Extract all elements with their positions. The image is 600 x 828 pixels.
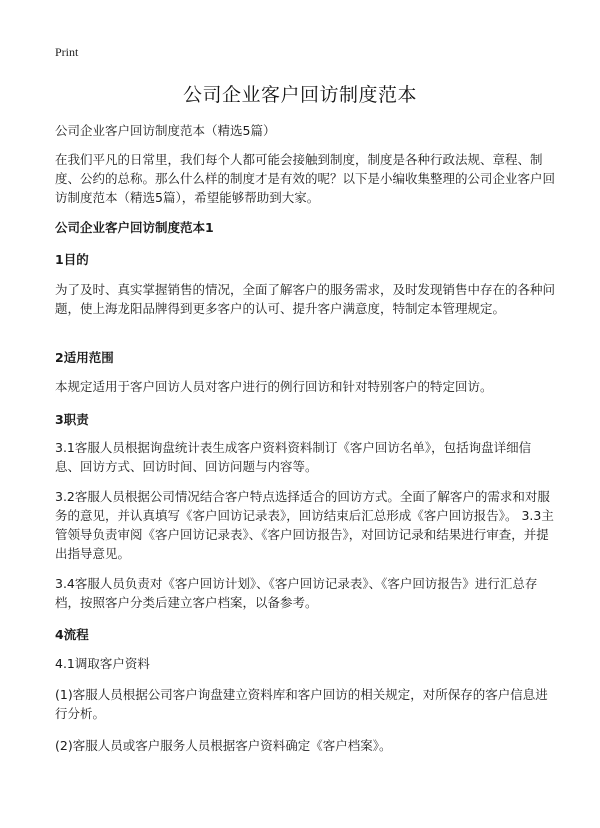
paragraph-process-3: (2)客服人员或客户服务人员根据客户资料确定《客户档案》。 [55, 738, 392, 753]
print-label: Print [55, 45, 79, 59]
paragraph-duty-2: 3.2客服人员根据公司情况结合客户特点选择适合的回访方式。全面了解客户的需求和对服务的意见，并认真填写《客户回访记录表》，回访结束后汇总形成《客户回访报告》。 3.3主管领导负责审阅《客户回访记录表》、《客户回访报告》，对回访记录和结果进行审查，并提出指导意见。 [55, 489, 554, 561]
heading-purpose: 1目的 [55, 252, 89, 267]
paragraph-process-2: (1)客服人员根据公司客户询盘建立资料库和客户回访的相关规定，对所保存的客户信息进行分析。 [55, 687, 548, 721]
paragraph-purpose: 为了及时、真实掌握销售的情况，全面了解客户的服务需求，及时发现销售中存在的各种问题，使上海龙阳品牌得到更多客户的认可、提升客户满意度，特制定本管理规定。 [55, 282, 556, 316]
document-subtitle: 公司企业客户回访制度范本（精选5篇） [55, 123, 276, 138]
section-heading: 公司企业客户回访制度范本1 [55, 220, 214, 235]
paragraph-scope: 本规定适用于客户回访人员对客户进行的例行回访和针对特别客户的特定回访。 [55, 379, 493, 394]
paragraph-duty-3: 3.4客服人员负责对《客户回访计划》、《客户回访记录表》、《客户回访报告》进行汇总存档，按照客户分类后建立客户档案，以备参考。 [55, 576, 538, 610]
heading-process: 4流程 [55, 627, 89, 642]
intro-paragraph: 在我们平凡的日常里，我们每个人都可能会接触到制度，制度是各种行政法规、章程、制度、公约的总称。那么什么样的制度才是有效的呢？以下是小编收集整理的公司企业客户回访制度范本（精选5篇），希望能够帮助到大家。 [55, 152, 556, 205]
heading-scope: 2适用范围 [55, 350, 114, 365]
heading-duty: 3职责 [55, 412, 89, 427]
paragraph-duty-1: 3.1客服人员根据询盘统计表生成客户资料资料制订《客户回访名单》，包括询盘详细信息、回访方式、回访时间、回访问题与内容等。 [55, 440, 532, 474]
paragraph-process-1: 4.1调取客户资料 [55, 656, 150, 671]
document-title: 公司企业客户回访制度范本 [182, 84, 417, 106]
